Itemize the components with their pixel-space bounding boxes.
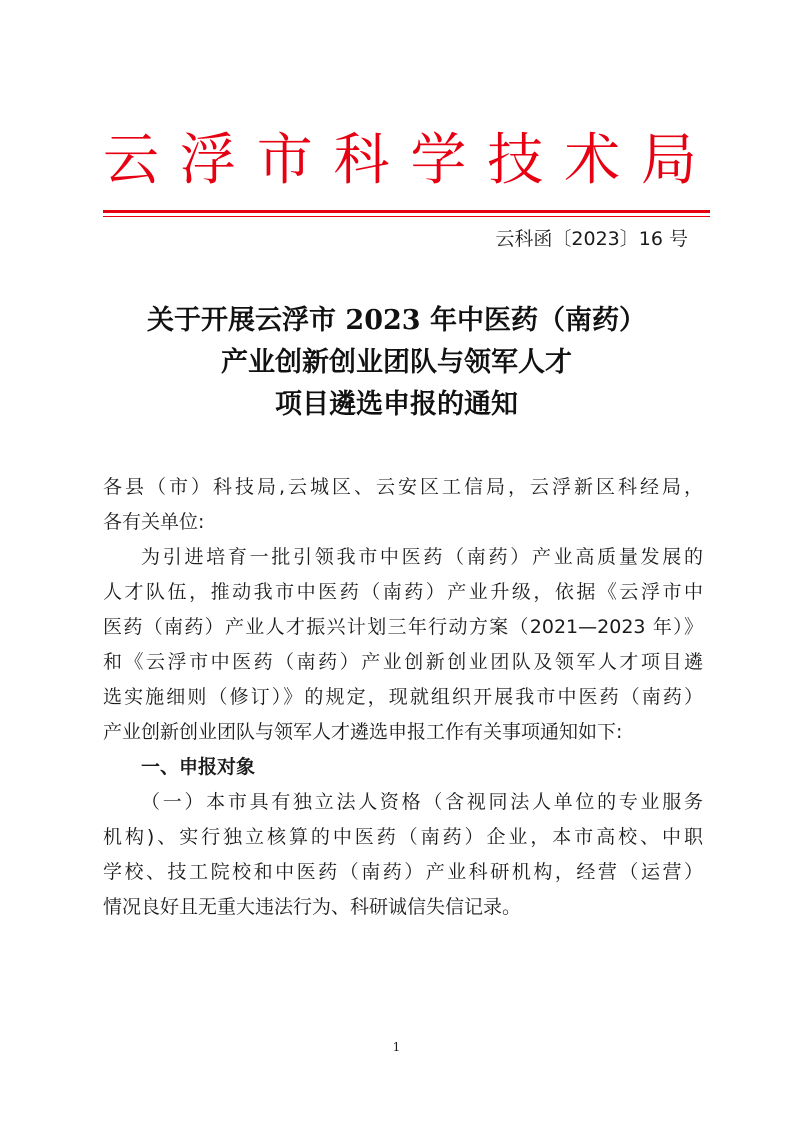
letterhead-char: 局 [640,128,697,193]
paragraph-line: 医药（南药）产业人才振兴计划三年行动方案（2021—2023 年）》 [103,616,703,638]
paragraph-line: 选实施细则（修订）》的规定，现就组织开展我市中医药（南药） [103,686,703,708]
paragraph-line: 人才队伍，推动我市中医药（南药）产业升级，依据《云浮市中 [103,581,703,603]
paragraph-line: 情况良好且无重大违法行为、科研诚信失信记录。 [103,896,522,918]
addressee-line: 各有关单位: [103,511,205,533]
paragraph-line: 和《云浮市中医药（南药）产业创新创业团队及领军人才项目遴 [103,651,703,673]
document-body [103,470,703,925]
letterhead-char: 学 [410,128,467,193]
paragraph-line: 机构)、实行独立核算的中医药（南药）企业，本市高校、中职 [103,826,703,848]
paragraph-line: 学校、技工院校和中医药（南药）产业科研机构，经营（运营） [103,861,703,883]
letterhead-char: 术 [564,128,621,193]
paragraph-line: 产业创新创业团队与领军人才遴选申报工作有关事项通知如下: [103,721,623,743]
page-number: 1 [392,1040,401,1054]
letterhead-divider-thick [103,210,710,213]
letterhead-char: 市 [256,128,313,193]
paragraph-line: （一）本市具有独立法人资格（含视同法人单位的专业服务 [141,791,703,813]
title-line: 关于开展云浮市 2023 年中医药（南药） [147,305,646,336]
title-line: 项目遴选申报的通知 [275,389,518,420]
letterhead-divider-thin [103,216,710,217]
letterhead-char: 科 [333,128,390,193]
addressee-line: 各县（市）科技局,云城区、云安区工信局，云浮新区科经局， [103,476,703,498]
section-heading: 一、申报对象 [141,756,256,778]
letterhead-title [100,126,700,196]
letterhead-char: 浮 [179,128,236,193]
paragraph-line: 为引进培育一批引领我市中医药（南药）产业高质量发展的 [141,546,703,568]
title-line: 产业创新创业团队与领军人才 [221,347,572,378]
letterhead-char: 技 [487,128,544,193]
letterhead-char: 云 [103,128,159,193]
document-title [80,300,713,426]
document-number: 云科函〔2023〕16 号 [495,228,688,250]
